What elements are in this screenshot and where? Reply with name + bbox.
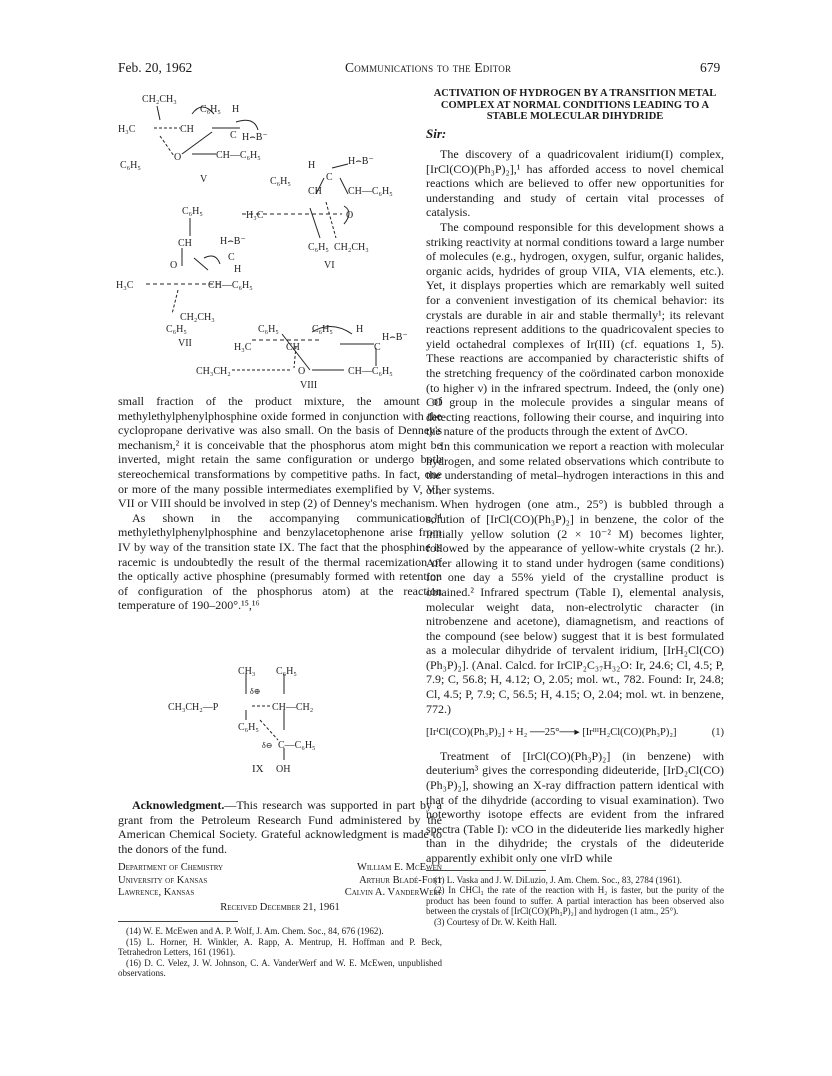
ix-ethyl-p: CH₃CH₂—P xyxy=(168,702,219,713)
ix-oh: OH xyxy=(276,764,291,774)
footnote-14: (14) W. E. McEwen and A. P. Wolf, J. Am. Chem. Soc., 84, 676 (1962). xyxy=(126,926,384,937)
right-paragraph-1: The discovery of a quadricovalent iridium(I) complex, [IrCl(CO)(Ph₃P)₂],¹ has afforded access to novel chemical reactions which are believed to offer new opportunities for understanding and study of certain vital processes of catalysis. xyxy=(426,147,724,220)
v-phenyl-a: C₆H₅ xyxy=(200,104,221,115)
footnote-16: (16) D. C. Velez, J. W. Johnson, C. A. VanderWerf and W. E. McEwen, unpublished observations. xyxy=(118,957,442,979)
right-paragraph-4: When hydrogen (one atm., 25°) is bubbled through a solution of [IrCl(CO)(Ph₃P)₂] in benzene, the color of the initially yellow solution (2 × 10⁻² M) becomes lighter, followed by the appearance of yellow-white crystals (2 hr.). After allowing it to stand under hydrogen (same conditions) for one day a 55% yield of the crystalline product is obtained.² Infrared spectrum (Table I), elemental analysis, molecular weight data, non-electrolytic character (in nitrobenzene and acetone), diamagnetism, and reactions of the compound (see below) suggest that it is best formulated as a molecular dihydride of tervalent iridium, [IrH₂Cl(CO)(Ph₃P)₂]. (Anal. Calcd. for IrClP₂C₃₇H₃₂O: Ir, 24.6; Cl, 4.5; P, 7.9; C, 56.8; H, 4.12; O, 2.05; mol. wt., 782. Found: Ir, 24.8; Cl, 4.5; P, 7.9; C, 56.5; H, 4.15; O, 2.04; mol. wt. in benzene, 772.) xyxy=(426,497,724,716)
v-chc6h5: CH—C₆H₅ xyxy=(216,150,261,161)
vii-phenyl-a: C₆H₅ xyxy=(182,206,203,217)
ix-c-phenyl: C—C₆H₅ xyxy=(278,740,316,751)
viii-c: C xyxy=(374,342,381,353)
right-paragraph-3: In this communication we report a reaction with molecular hydrogen, and some related observations which contribute to the understanding of metal–hydrogen interactions in this and other systems. xyxy=(426,438,724,497)
ix-label: IX xyxy=(252,763,264,774)
vii-chc6h5: CH—C₆H₅ xyxy=(208,280,253,291)
vii-ethyl: CH₂CH₃ xyxy=(180,312,215,323)
vi-phenyl-a: C₆H₅ xyxy=(270,176,291,187)
author-name: Arthur Bladé-Font xyxy=(359,874,442,886)
vi-hb: H⌢B⁻ xyxy=(348,156,374,167)
received-date: Received December 21, 1961 xyxy=(220,901,340,913)
v-h: H xyxy=(232,104,240,115)
vii-hb: H⌢B⁻ xyxy=(220,236,246,247)
viii-label: VIII xyxy=(300,380,318,388)
viii-o: O xyxy=(298,366,306,377)
ix-delta-plus: δ⊕ xyxy=(250,687,261,696)
vii-phenyl-b: C₆H₅ xyxy=(166,324,187,335)
vii-ch: CH xyxy=(178,238,192,249)
viii-chc6h5: CH—C₆H₅ xyxy=(348,366,393,377)
right-paragraph-5: Treatment of [IrCl(CO)(Ph₃P)₂] (in benzene) with deuterium³ gives the corresponding dideuteride, [IrD₂Cl(CO)(Ph₃P)₂], showing an X-ray diffraction pattern identical with that of the dihydride (according to visual examination). Two noteworthy isotope effects are evident from the infrared spectra (Table I): νCO in the dideuteride lies markedly higher than in the dihydride; the crystals of the dideuteride apparently exhibit only one νIrD while xyxy=(426,748,724,865)
viii-ethyl: CH₃CH₂ xyxy=(196,366,231,377)
v-c: C xyxy=(230,130,237,141)
vi-phenyl-b: C₆H₅ xyxy=(308,242,329,253)
vi-ethyl: CH₂CH₃ xyxy=(334,242,369,253)
page-number: 679 xyxy=(700,60,721,75)
vi-ch: CH xyxy=(308,186,322,197)
vi-c: C xyxy=(326,172,333,183)
right-column xyxy=(426,88,724,927)
ix-phenyl-a: C₆H₅ xyxy=(276,666,297,677)
salutation: Sir: xyxy=(426,125,447,141)
viii-hb: H⌢B⁻ xyxy=(382,332,408,343)
v-label: V xyxy=(200,174,208,185)
viii-phenyl-b: C₆H₅ xyxy=(312,324,333,335)
author-name: Calvin A. VanderWerf xyxy=(344,887,442,899)
left-paragraph-1: small fraction of the product mixture, the amount of methylethylphenylphosphine oxide formed in conjunction with the cyclopropane derivative was also small. On the basis of Denney's mechanism,² it is conceivable that the phosphorus atom might be inverted, might retain the same configuration or undergo both stereochemical transformations by competitive paths. In fact, one or more of the many possible intermediates exemplified by V, VI, VII or VIII should be involved in step (2) of Denney's mechanism. xyxy=(118,394,442,511)
structure-ix xyxy=(160,664,360,774)
ix-ch-ch2: CH—CH₂ xyxy=(272,702,314,713)
v-o: O xyxy=(174,152,182,163)
author-name: William E. McEwen xyxy=(356,862,442,874)
footnote-rule xyxy=(426,870,546,871)
running-header-section: Communications to the Editor xyxy=(345,60,512,75)
footnote-3: (3) Courtesy of Dr. W. Keith Hall. xyxy=(434,916,557,927)
vi-o: O xyxy=(346,210,354,221)
v-hb: H⌢B⁻ xyxy=(242,132,268,143)
equation-number: (1) xyxy=(711,727,724,739)
left-bottom xyxy=(118,798,442,979)
running-header-date: Feb. 20, 1962 xyxy=(118,60,193,75)
vi-chc6h5: CH—C₆H₅ xyxy=(348,186,393,197)
right-paragraph-2: The compound responsible for this development shows a striking reactivity at normal conditions toward a large number of molecules (e.g., hydrogen, oxygen, sulfur, organic halides, organic acids, hydrides of group VIIA, VIA elements, etc.). Yet, it displays properties which are remarkably well suited for a convenient investigation of its chemical behavior: its crystals are durable in air and stable thermally¹; its relevant reactions represent additions to the quadricovalent species to yield octahedral complexes of Ir(III) (cf. equations 1, 5). These reactions are accompanied by characteristic shifts of the stretching frequency of the coördinated carbon monoxide (to higher ν) in the infrared spectrum. Indeed, the (only one) CO group in the molecule provides a singular means of detecting reactions, following their course, and inquiring into the nature of the products through the extent of ΔνCO. xyxy=(426,220,724,439)
vi-methyl: H₃C xyxy=(246,210,264,221)
vi-h: H xyxy=(308,160,316,171)
left-paragraph-2: As shown in the accompanying communication,¹⁴ methylethylphenylphosphine and benzylacetophenone arise from IV by way of the transition state IX. The fact that the phosphine is racemic is undoubtedly the result of the thermal racemization of the optically active phosphine (presumably formed with retention of configuration of the phosphorus atom) at the reaction temperature of 190–200°.¹⁵,¹⁶ xyxy=(118,510,442,613)
ix-phenyl-b: C₆H₅ xyxy=(238,722,259,733)
v-ethyl: CH₂CH₃ xyxy=(142,94,177,105)
vi-label: VI xyxy=(324,260,335,271)
left-column xyxy=(118,394,442,613)
structures-v-viii xyxy=(112,88,428,388)
v-methyl: H₃C xyxy=(118,124,136,135)
footnote-2: (2) In CHCl₃ the rate of the reaction with H₂ is faster, but the purity of the product has been found to suffer. A partial interaction has been observed also between the crystals of [IrCl(CO)(Ph₃P)₂] and hydrogen (1 atm., 25°). xyxy=(426,885,724,917)
author-block xyxy=(118,862,442,900)
v-phenyl-b: C₆H₅ xyxy=(120,160,141,171)
address-line: Department of Chemistry xyxy=(118,862,224,874)
viii-ch: CH xyxy=(286,342,300,353)
vii-h: H xyxy=(234,264,242,275)
ix-methyl: CH₃ xyxy=(238,666,256,677)
article-title: ACTIVATION OF HYDROGEN BY A TRANSITION METAL COMPLEX AT NORMAL CONDITIONS LEADING TO A STABLE MOLECULAR DIHYDRIDE xyxy=(433,88,717,122)
address-line: Lawrence, Kansas xyxy=(118,887,195,899)
viii-methyl: H₃C xyxy=(234,342,252,353)
footnote-15: (15) L. Horner, H. Winkler, A. Rapp, A. Mentrup, H. Hoffman and P. Beck, Tetrahedron Letters, 161 (1961). xyxy=(118,936,442,958)
equation-1 xyxy=(426,726,724,741)
footnote-1: (1) L. Vaska and J. W. DiLuzio, J. Am. Chem. Soc., 83, 2784 (1961). xyxy=(434,874,682,885)
acknowledgment-text: —This research was supported in part by a grant from the Petroleum Research Fund administered by the American Chemical Society. Grateful acknowledgment is made to the donors of the fund. xyxy=(118,798,442,856)
address-line: University of Kansas xyxy=(118,874,208,886)
viii-h: H xyxy=(356,324,364,335)
vii-c: C xyxy=(228,252,235,263)
v-ch: CH xyxy=(180,124,194,135)
ix-delta-minus: δ⊖ xyxy=(262,741,273,750)
equation-body: [IrᴵCl(CO)(Ph₃P)₂] + H₂ ──25°──▸ [IrᴵᴵᴵH₂Cl(CO)(Ph₃P)₂] xyxy=(426,727,677,739)
viii-phenyl-a: C₆H₅ xyxy=(258,324,279,335)
vii-methyl: H₃C xyxy=(116,280,134,291)
vii-o: O xyxy=(170,260,178,271)
acknowledgment-heading: Acknowledgment. xyxy=(132,798,225,812)
vii-label: VII xyxy=(178,338,192,349)
footnote-rule xyxy=(118,921,238,922)
